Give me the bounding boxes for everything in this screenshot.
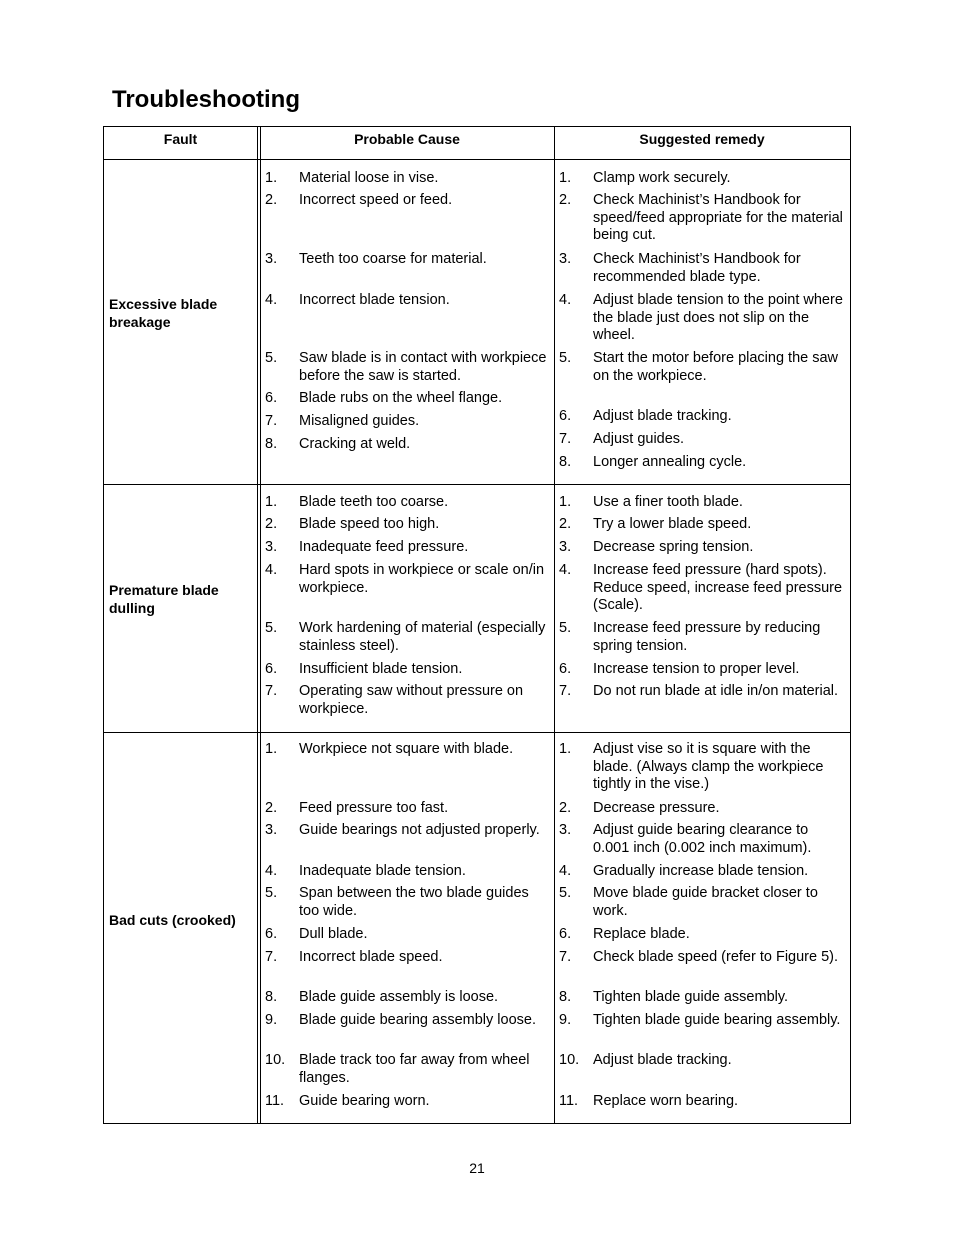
table-border-bottom xyxy=(103,1123,851,1124)
table-border-top xyxy=(103,126,851,127)
column-divider xyxy=(257,126,258,1124)
row-divider xyxy=(103,484,851,485)
header-probable-cause: Probable Cause xyxy=(354,131,460,147)
fault-label: Premature blade dulling xyxy=(109,582,219,616)
column-divider xyxy=(260,126,261,1124)
header-suggested-remedy: Suggested remedy xyxy=(639,131,765,147)
table-border-right xyxy=(850,126,851,1124)
page-number: 21 xyxy=(469,1160,485,1176)
table-border-left xyxy=(103,126,104,1124)
fault-label: Bad cuts (crooked) xyxy=(109,912,236,928)
fault-label: Excessive blade breakage xyxy=(109,296,218,330)
column-divider xyxy=(554,126,555,1124)
row-divider xyxy=(103,732,851,733)
page-title: Troubleshooting xyxy=(112,86,300,113)
header-divider xyxy=(103,159,851,160)
header-fault: Fault xyxy=(163,131,198,147)
troubleshooting-table: Fault Probable Cause Suggested remedy Excessive blade breakage 1. Material loose in vise. 2. Incorrect speed or feed. 3. Teeth too coarse for material. 4. Incorrect blade tension. 5. Saw blade is in contact with workpiece before the saw is started. 6. Blade rubs on the wheel flange. 7. Misaligned guides. 8. Cracking at weld. 1. Clamp work securely. 2. Check Machinist’s Handbook for speed/feed appropriate for the material being cut. 3. Check Machinist’s Handbook for recommended blade type. 4. Adjust blade tension to the point where the blade just does not slip on the wheel. 5. Start the motor before placing the saw on the workpiece. 6. Adjust blade tracking. 7. Adjust guides. 8. Longer annealing cycle. Premature blade dulling 1. Blade teeth too coarse. 2. Blade speed too high. 3. Inadequate feed pressure. 4. Hard spots in workpiece or scale on/in workpiece. 5. Work hardening of material (especially stainless steel). 6. Insufficient blade tension. 7. Operating saw without pressure on workpiece. 1. Use a finer tooth blade. 2. Try a lower blade speed. 3. Decrease spring tension. 4. Increase feed pressure (hard spots). Reduce speed, increase feed pressure (Scale). 5. Increase feed pressure by reducing spring tension. 6. Increase tension to proper level. 7. Do not run blade at idle in/on material. Bad cuts (crooked) 1. Workpiece not square with blade. 2. Feed pressure too fast. 3. Guide bearings not adjusted properly. 4. Inadequate blade tension. 5. Span between the two blade guides too wide. 6. Dull blade. 7. Incorrect blade speed. 8. Blade guide assembly is loose. 9. Blade guide bearing assembly loose. 10. Blade track too far away from wheel flanges. 11. Guide bearing worn. 1. Adjust vise so it is square with the blade. (Always clamp the workpiece tightly in the vise.) 2. Decrease pressure. 3. Adjust guide bearing clearance to 0.001 inch (0.002 inch maximum). 4. Gradually increase blade tension. 5. Move blade guide bracket closer to work. 6. Replace blade. 7. Check blade speed (refer to Figure 5). 8. Tighten blade guide assembly. 9. Tighten blade guide bearing assembly. 10. Adjust blade tracking. 11. Replace worn bearing. xyxy=(103,126,851,1124)
